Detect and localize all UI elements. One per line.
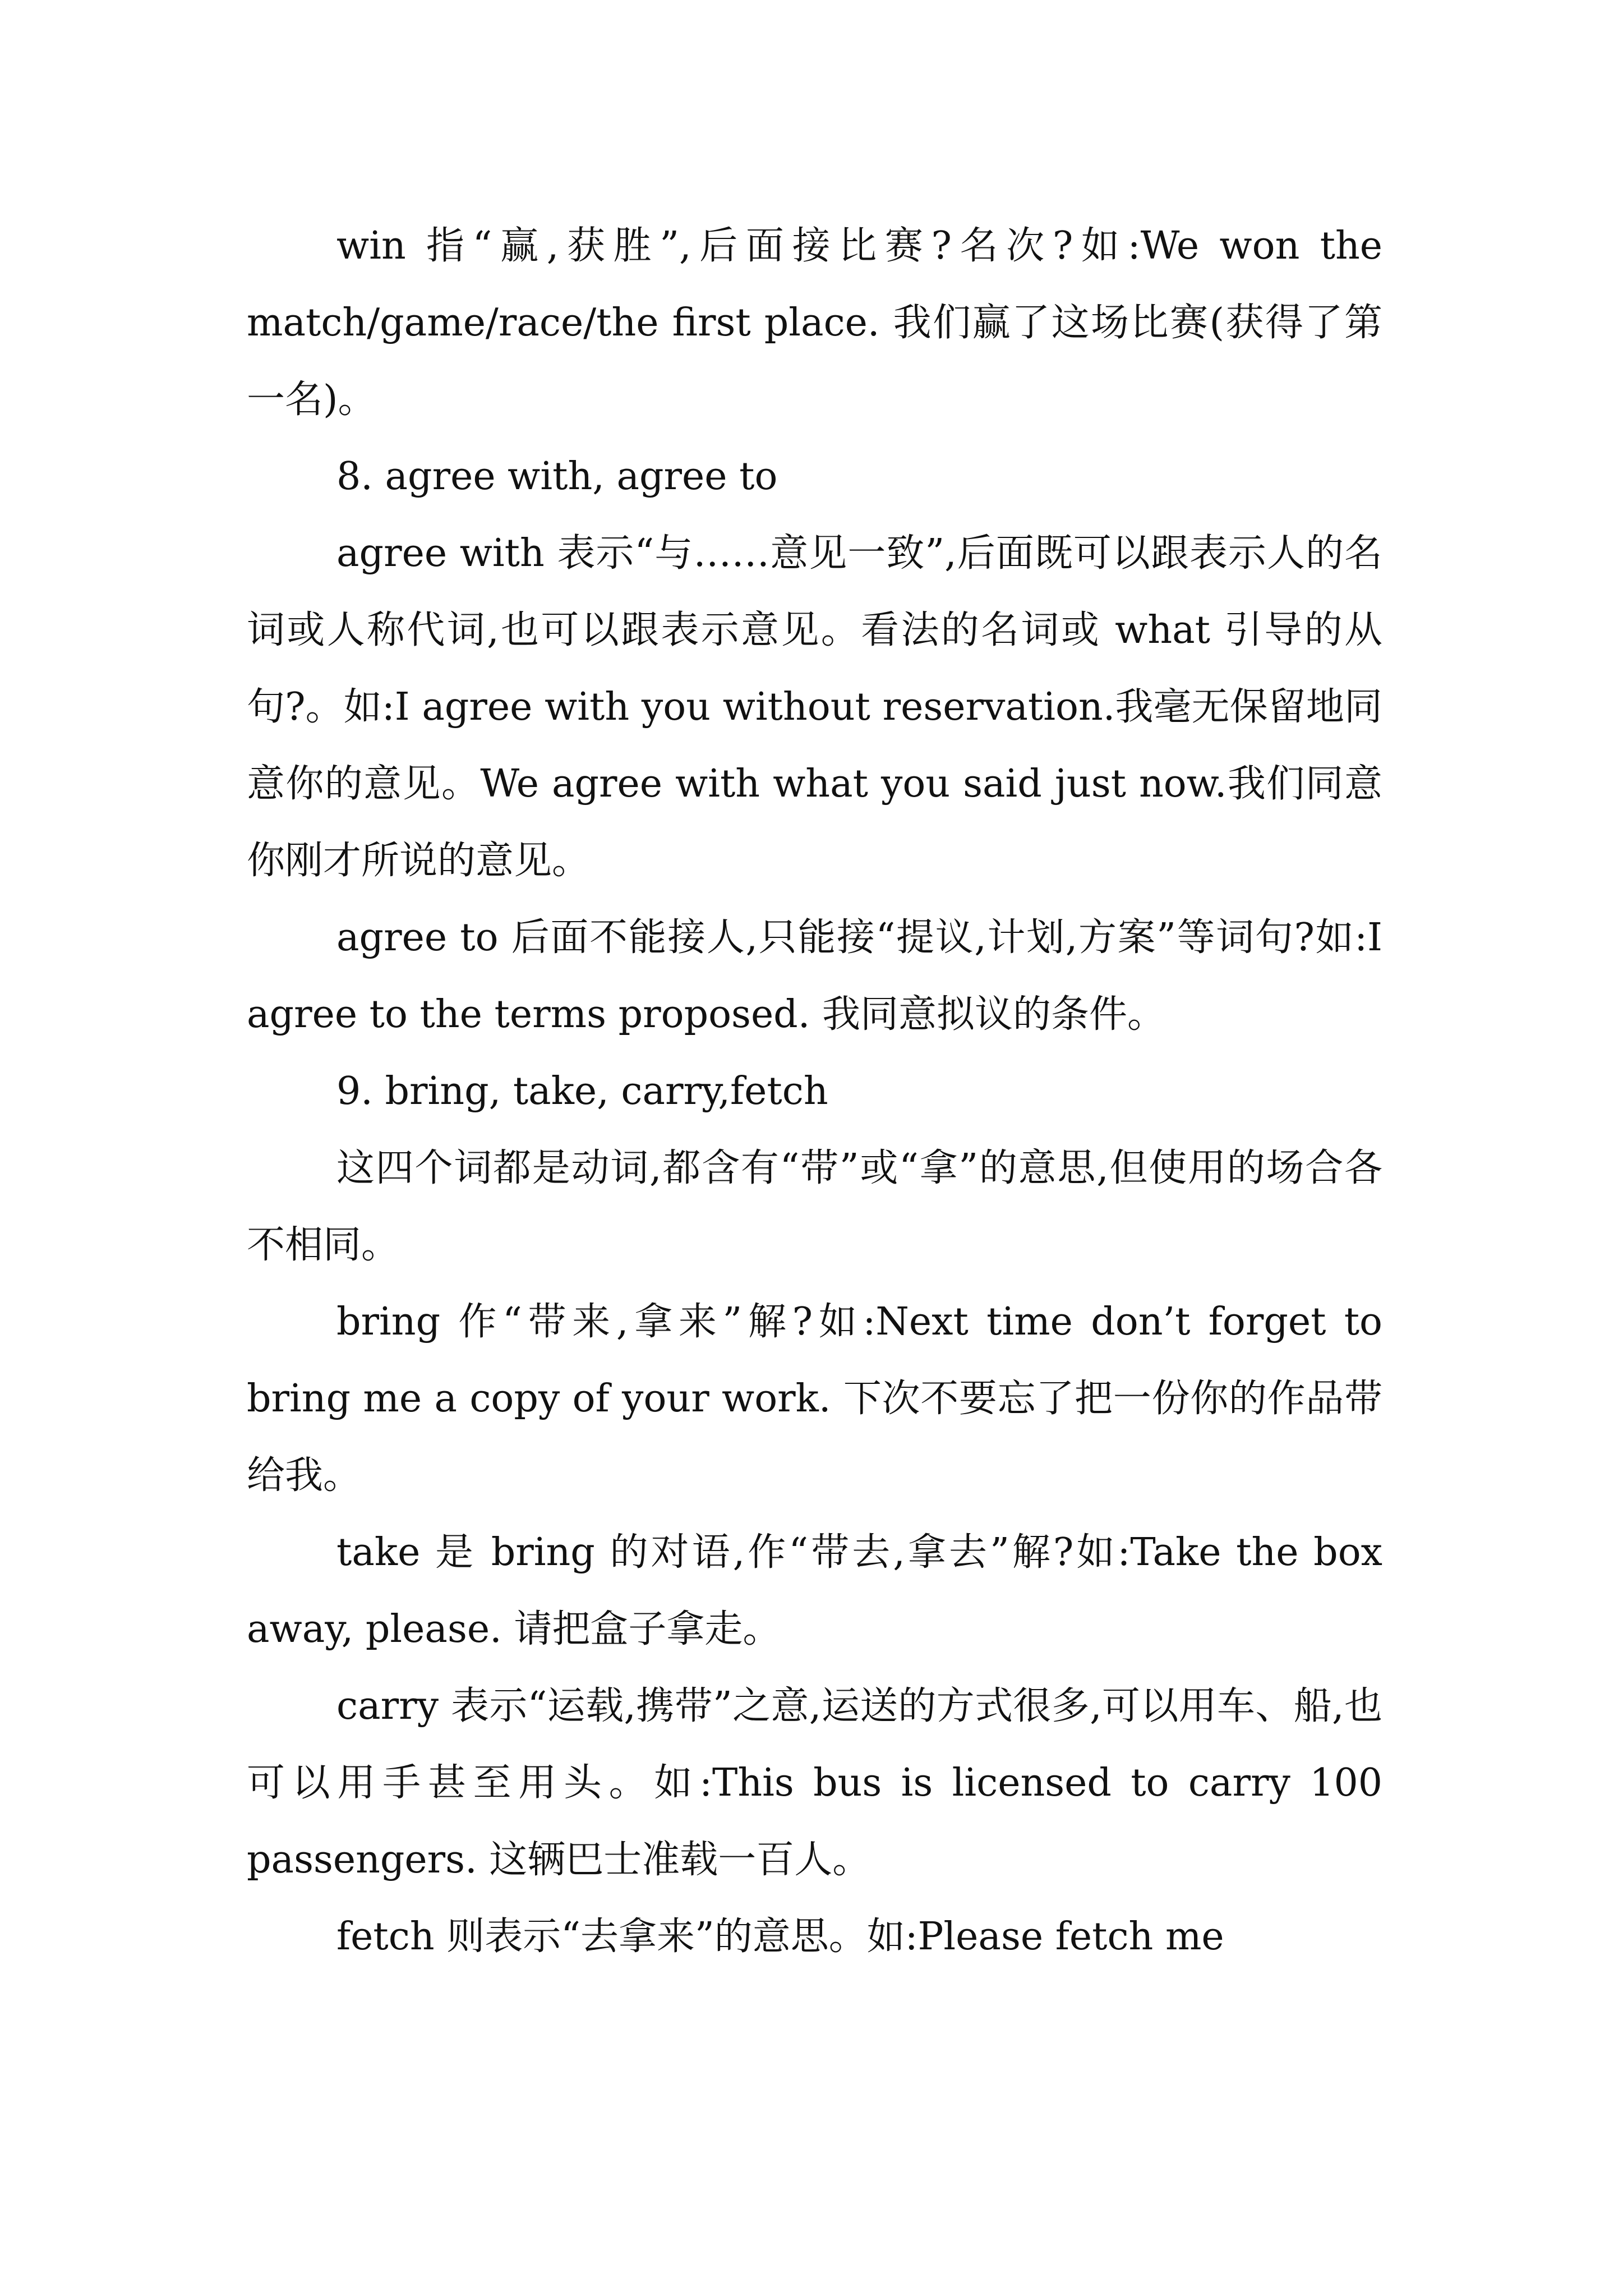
paragraph-agree-with: agree with 表示“与……意见一致”,后面既可以跟表示人的名词或人称代词,也可以跟表示意见。看法的名词或 what 引导的从句?。如:I agree with you without reservation.我毫无保留地同意你的意见。We agree with what you said just now.我们同意你刚才所说的意见。 xyxy=(247,531,1382,883)
paragraph-win: win 指“赢,获胜”,后面接比赛?名次?如:We won the match/game/race/the first place. 我们赢了这场比赛(获得了第一名)。 xyxy=(247,224,1382,422)
paragraph-agree-to: agree to 后面不能接人,只能接“提议,计划,方案”等词句?如:I agree to the terms proposed. 我同意拟议的条件。 xyxy=(247,915,1382,1037)
paragraph-intro: 这四个词都是动词,都含有“带”或“拿”的意思,但使用的场合各不相同。 xyxy=(247,1146,1382,1267)
heading-agree: 8. agree with, agree to xyxy=(336,454,778,499)
paragraph-carry: carry 表示“运载,携带”之意,运送的方式很多,可以用车、船,也可以用手甚至用头。如:This bus is licensed to carry 100 passengers. 这辆巴士准载一百人。 xyxy=(247,1684,1382,1882)
paragraph-fetch: fetch 则表示“去拿来”的意思。如:Please fetch me xyxy=(336,1915,1224,1959)
document-body xyxy=(247,208,1382,1975)
paragraph-bring: bring 作“带来,拿来”解?如:Next time don’t forget to bring me a copy of your work. 下次不要忘了把一份你的作品带给我。 xyxy=(247,1300,1382,1498)
heading-bring-take: 9. bring, take, carry,fetch xyxy=(336,1069,828,1114)
paragraph-take: take 是 bring 的对语,作“带去,拿去”解?如:Take the box away, please. 请把盒子拿走。 xyxy=(247,1530,1382,1651)
